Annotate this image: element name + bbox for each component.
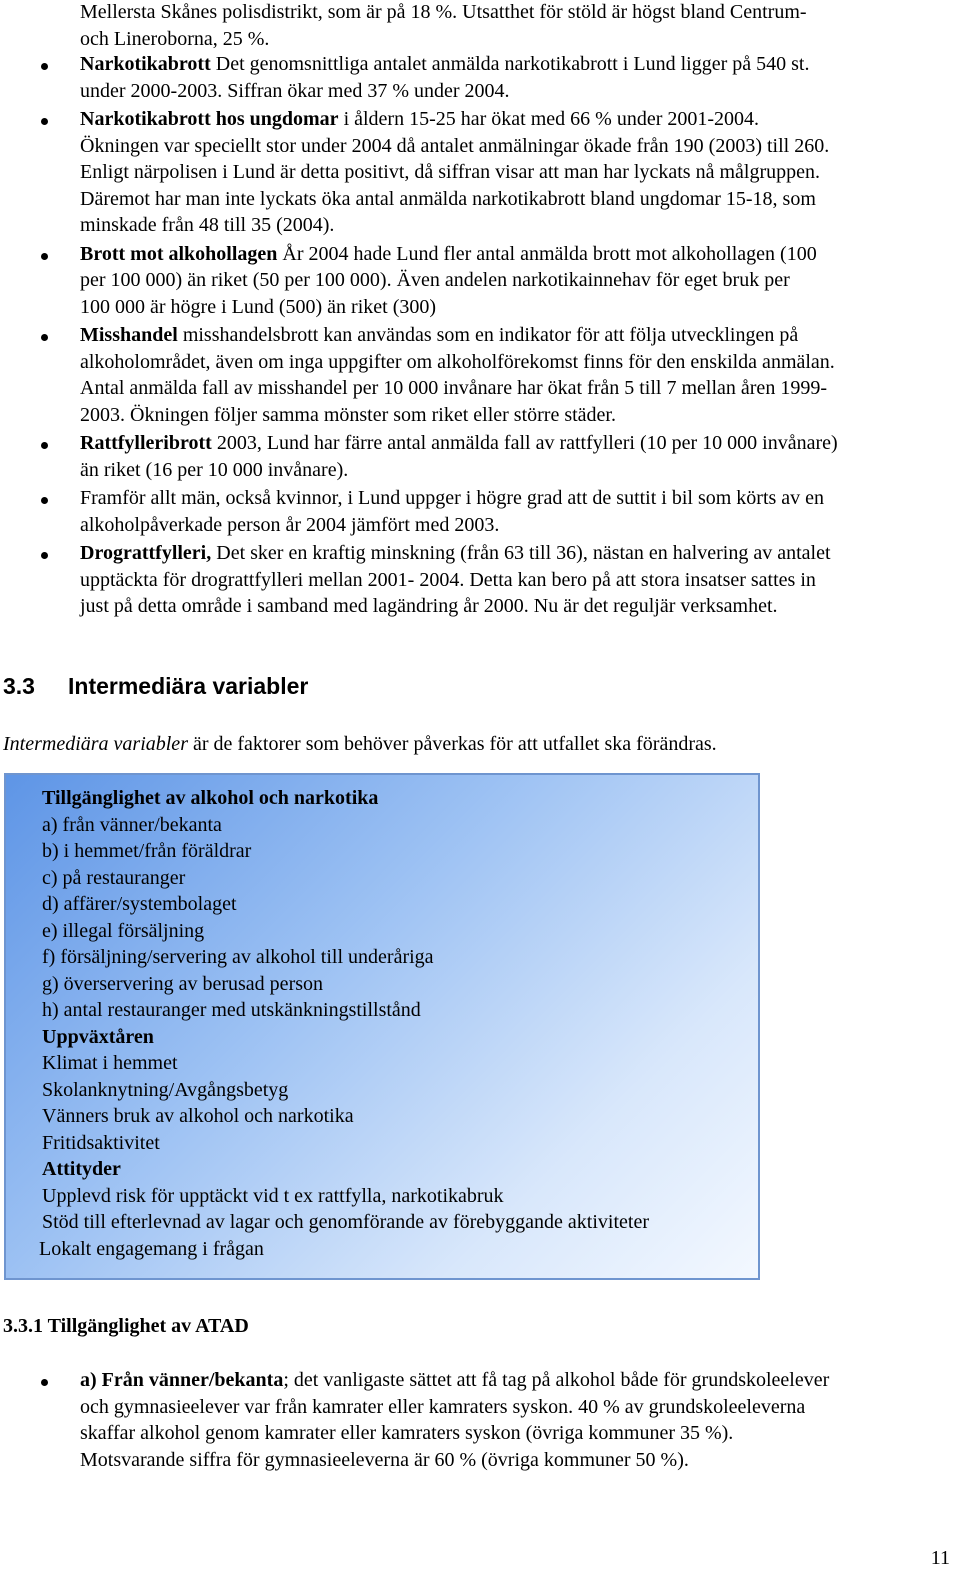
bullet-text: År 2004 hade Lund fler antal anmälda brott mot alkohollagen (100 xyxy=(277,242,817,265)
bullet-line xyxy=(80,485,955,512)
bullet-item xyxy=(0,485,955,538)
box-item: g) överservering av berusad person xyxy=(42,972,324,995)
bullet-line xyxy=(80,430,955,457)
bullet-lead: Rattfylleribrott xyxy=(80,432,212,454)
bullet-line xyxy=(80,241,955,268)
box-item: h) antal restauranger med utskänkningstillstånd xyxy=(42,999,421,1021)
bullet-item xyxy=(0,540,955,620)
bullet-text: per 100 000) än riket (50 per 100 000). Även andelen narkotikainnehav för eget bruk per xyxy=(80,269,790,291)
bullet-text: Det sker en kraftig minskning (från 63 till 36), nästan en halvering av antalet xyxy=(211,542,831,564)
variables-box xyxy=(4,773,760,1280)
section-number: 3.3 xyxy=(3,673,35,699)
bullet-line xyxy=(80,106,955,133)
bullet-lead: Narkotikabrott hos ungdomar xyxy=(80,108,339,130)
bullet-line xyxy=(80,186,955,213)
box-item: e) illegal försäljning xyxy=(42,919,205,942)
intro-line: Mellersta Skånes polisdistrikt, som är på 18 %. Utsatthet för stöld är högst bland Centrum- xyxy=(80,1,807,23)
bullet-icon xyxy=(41,1379,48,1386)
box-item: Klimat i hemmet xyxy=(42,1052,178,1074)
subsection-heading: 3.3.1 Tillgänglighet av ATAD xyxy=(3,1315,249,1337)
bullet-text: i åldern 15-25 har ökat med 66 % under 2001-2004. xyxy=(338,108,760,130)
bullet-text: skaffar alkohol genom kamrater eller kamraters syskon (övriga kommuner 35 %). xyxy=(80,1422,734,1444)
box-item: Vänners bruk av alkohol och narkotika xyxy=(42,1105,354,1127)
bullet-icon xyxy=(41,253,48,260)
bullet-item xyxy=(0,1367,955,1473)
bullet-item xyxy=(0,106,955,239)
bullet-line xyxy=(80,1367,955,1394)
bullet-line xyxy=(80,375,955,402)
bullet-line xyxy=(80,78,955,105)
bullet-lead: Narkotikabrott xyxy=(80,53,211,75)
bullet-text: alkoholpåverkade person år 2004 jämfört med 2003. xyxy=(80,513,500,536)
bullet-item xyxy=(0,51,955,104)
bullet-text: Ökningen var speciellt stor under 2004 då antalet anmälningar ökade från 190 (2003) till 260. xyxy=(80,134,830,157)
box-item: Stöd till efterlevnad av lagar och genomförande av förebyggande aktiviteter xyxy=(42,1211,649,1233)
bullet-line xyxy=(80,159,955,186)
bullet-text: ; det vanligaste sättet att få tag på alkohol både för grundskoleelever xyxy=(283,1369,830,1391)
bullet-icon xyxy=(41,552,48,559)
box-heading-upbringing: Uppväxtåren xyxy=(42,1025,154,1048)
bullet-text: 100 000 är högre i Lund (500) än riket (300) xyxy=(80,295,437,318)
bullet-line xyxy=(80,593,955,620)
bullet-icon xyxy=(41,63,48,70)
bullet-icon xyxy=(41,118,48,125)
box-item: Skolanknytning/Avgångsbetyg xyxy=(42,1078,289,1101)
bullet-text: alkoholområdet, även om inga uppgifter om alkoholförekomst finns för den enskilda anmälan. xyxy=(80,350,835,373)
box-heading-availability: Tillgänglighet av alkohol och narkotika xyxy=(42,787,379,809)
bullet-line xyxy=(80,512,955,539)
bullet-line xyxy=(80,402,955,429)
bullet-text: Antal anmälda fall av misshandel per 10 000 invånare har ökat från 5 till 7 mellan åren 1999- xyxy=(80,377,827,399)
bullet-icon xyxy=(41,497,48,504)
box-item: Lokalt engagemang i frågan xyxy=(39,1237,264,1260)
bullet-line xyxy=(80,349,955,376)
bullet-line xyxy=(80,1394,955,1421)
bullet-text: 2003, Lund har färre antal anmälda fall av rattfylleri (10 per 10 000 invånare) xyxy=(211,432,838,454)
box-item: d) affärer/systembolaget xyxy=(42,893,237,915)
box-heading-attitudes: Attityder xyxy=(42,1158,121,1180)
bullet-line xyxy=(80,212,955,239)
bullet-lead: Brott mot alkohollagen xyxy=(80,242,278,265)
page-number: 11 xyxy=(930,1547,950,1569)
bullet-line xyxy=(80,1447,955,1474)
section-title: Intermediära variabler xyxy=(68,673,309,699)
box-item: a) från vänner/bekanta xyxy=(42,813,222,836)
findings-bullet-list xyxy=(0,51,955,622)
bullet-text: än riket (16 per 10 000 invånare). xyxy=(80,458,349,481)
bullet-line xyxy=(80,51,955,78)
definition-paragraph xyxy=(3,731,717,758)
definition-term: Intermediära variabler xyxy=(3,733,188,755)
bullet-text: och gymnasieelever var från kamrater eller kamraters syskon. 40 % av grundskoleeleverna xyxy=(80,1395,806,1418)
bullet-line xyxy=(80,540,955,567)
box-item: Upplevd risk för upptäckt vid t ex rattfylla, narkotikabruk xyxy=(42,1184,504,1207)
bullet-text: minskade från 48 till 35 (2004). xyxy=(80,214,335,236)
bullet-line xyxy=(80,567,955,594)
bullet-line xyxy=(80,322,955,349)
bullet-text: Enligt närpolisen i Lund är detta positivt, då siffran visar att man har lyckats nå målgruppen. xyxy=(80,161,820,183)
bullet-line xyxy=(80,267,955,294)
intro-line: och Lineroborna, 25 %. xyxy=(80,27,270,50)
definition-text: är de faktorer som behöver påverkas för att utfallet ska förändras. xyxy=(187,733,717,755)
box-item: Fritidsaktivitet xyxy=(42,1131,160,1154)
bullet-text: misshandelsbrott kan användas som en indikator för att följa utvecklingen på xyxy=(177,324,799,346)
bullet-text: under 2000-2003. Siffran ökar med 37 % under 2004. xyxy=(80,79,510,102)
bullet-lead: Drograttfylleri, xyxy=(80,542,212,564)
bullet-line xyxy=(80,133,955,160)
bullet-line xyxy=(80,294,955,321)
bullet-text: upptäckta för drograttfylleri mellan 2001- 2004. Detta kan bero på att stora insatser sattes in xyxy=(80,568,816,591)
bullet-text: 2003. Ökningen följer samma mönster som riket eller större städer. xyxy=(80,403,616,426)
bullet-lead: Misshandel xyxy=(80,324,178,346)
bullet-item xyxy=(0,430,955,483)
variables-box-content xyxy=(39,785,649,1262)
box-item: c) på restauranger xyxy=(42,866,186,889)
availability-bullet-list xyxy=(0,1367,955,1475)
bullet-item xyxy=(0,241,955,321)
bullet-text: Däremot har man inte lyckats öka antal anmälda narkotikabrott bland ungdomar 15-18, som xyxy=(80,187,816,210)
bullet-line xyxy=(80,1420,955,1447)
bullet-text: Framför allt män, också kvinnor, i Lund uppger i högre grad att de suttit i bil som körts av en xyxy=(80,487,825,509)
section-heading xyxy=(3,671,308,701)
bullet-icon xyxy=(41,334,48,341)
bullet-text: Det genomsnittliga antalet anmälda narkotikabrott i Lund ligger på 540 st. xyxy=(210,53,810,75)
bullet-line xyxy=(80,457,955,484)
bullet-icon xyxy=(41,442,48,449)
bullet-text: Motsvarande siffra för gymnasieeleverna är 60 % (övriga kommuner 50 %). xyxy=(80,1448,689,1471)
bullet-text: just på detta område i samband med lagändring år 2000. Nu är det reguljär verksamhet. xyxy=(80,595,778,617)
box-item: b) i hemmet/från föräldrar xyxy=(42,840,252,862)
bullet-lead: a) Från vänner/bekanta xyxy=(80,1369,284,1391)
bullet-item xyxy=(0,322,955,428)
intro-paragraph xyxy=(80,0,955,52)
box-item: f) försäljning/servering av alkohol till underåriga xyxy=(42,946,434,968)
